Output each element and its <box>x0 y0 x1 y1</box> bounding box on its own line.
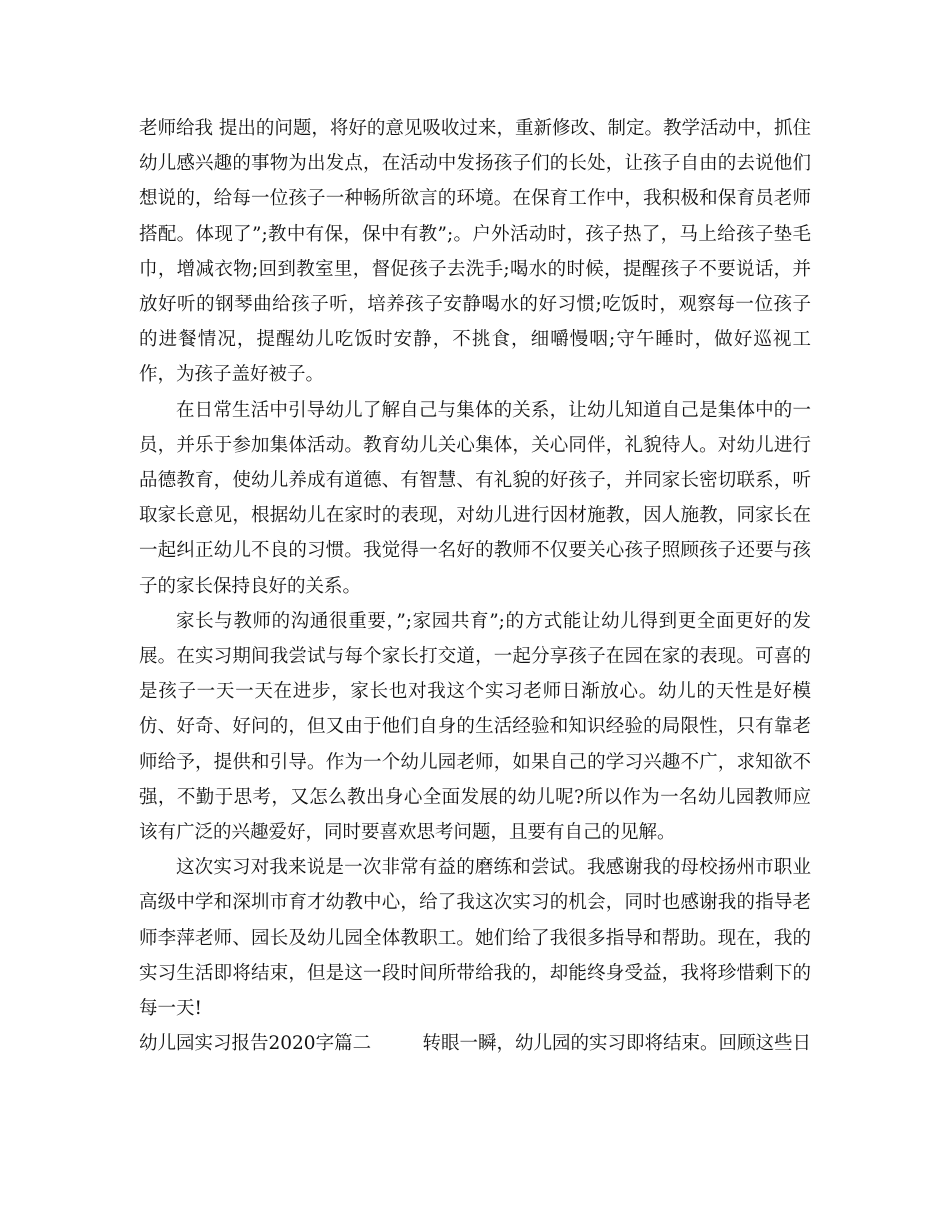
section-heading: 幼儿园实习报告2020字篇二 <box>139 1033 372 1055</box>
paragraph-3: 家长与教师的沟通很重要，”;家园共育”;的方式能让幼儿得到更全面更好的发展。在实习期间我尝试与每个家长打交道，一起分享孩子在园在家的表现。可喜的是孩子一天一天在进步，家长也对我这个实习老师日渐放心。幼儿的天性是好模仿、好奇、好问的，但又由于他们自身的生活经验和知识经验的局限性，只有靠老师给予，提供和引导。作为一个幼儿园老师，如果自己的学习兴趣不广，求知欲不强，不勤于思考，又怎么教出身心全面发展的幼儿呢?所以作为一名幼儿园教师应该有广泛的兴趣爱好，同时要喜欢思考问题，且要有自己的见解。 <box>139 610 811 844</box>
section-line <box>139 1026 811 1061</box>
document-body <box>139 111 811 1061</box>
paragraph-2: 在日常生活中引导幼儿了解自己与集体的关系，让幼儿知道自己是集体中的一员，并乐于参加集体活动。教育幼儿关心集体，关心同伴，礼貌待人。对幼儿进行品德教育，使幼儿养成有道德、有智慧、有礼貌的好孩子，并同家长密切联系，听取家长意见，根据幼儿在家时的表现，对幼儿进行因材施教，因人施教，同家长在一起纠正幼儿不良的习惯。我觉得一名好的教师不仅要关心孩子照顾孩子还要与孩子的家长保持良好的关系。 <box>139 399 811 597</box>
paragraph-4: 这次实习对我来说是一次非常有益的磨练和尝试。我感谢我的母校扬州市职业高级中学和深圳市育才幼教中心，给了我这次实习的机会，同时也感谢我的指导老师李萍老师、园长及幼儿园全体教职工。她们给了我很多指导和帮助。现在，我的实习生活即将结束，但是这一段时间所带给我的，却能终身受益，我将珍惜剩下的每一天! <box>139 857 811 1020</box>
paragraph-1: 老师给我 提出的问题，将好的意见吸收过来，重新修改、制定。教学活动中，抓住幼儿感兴趣的事物为出发点，在活动中发扬孩子们的长处，让孩子自由的去说他们想说的，给每一位孩子一种畅所欲言的环境。在保育工作中，我积极和保育员老师搭配。体现了”;教中有保，保中有教”;。户外活动时，孩子热了，马上给孩子垫毛巾，增减衣物;回到教室里，督促孩子去洗手;喝水的时候，提醒孩子不要说话，并放好听的钢琴曲给孩子听，培养孩子安静喝水的好习惯;吃饭时，观察每一位孩子的进餐情况，提醒幼儿吃饭时安静，不挑食，细嚼慢咽;守午睡时，做好巡视工作，为孩子盖好被子。 <box>139 118 811 386</box>
section-continuation: 转眼一瞬，幼儿园的实习即将结束。回顾这些日 <box>422 1033 811 1055</box>
